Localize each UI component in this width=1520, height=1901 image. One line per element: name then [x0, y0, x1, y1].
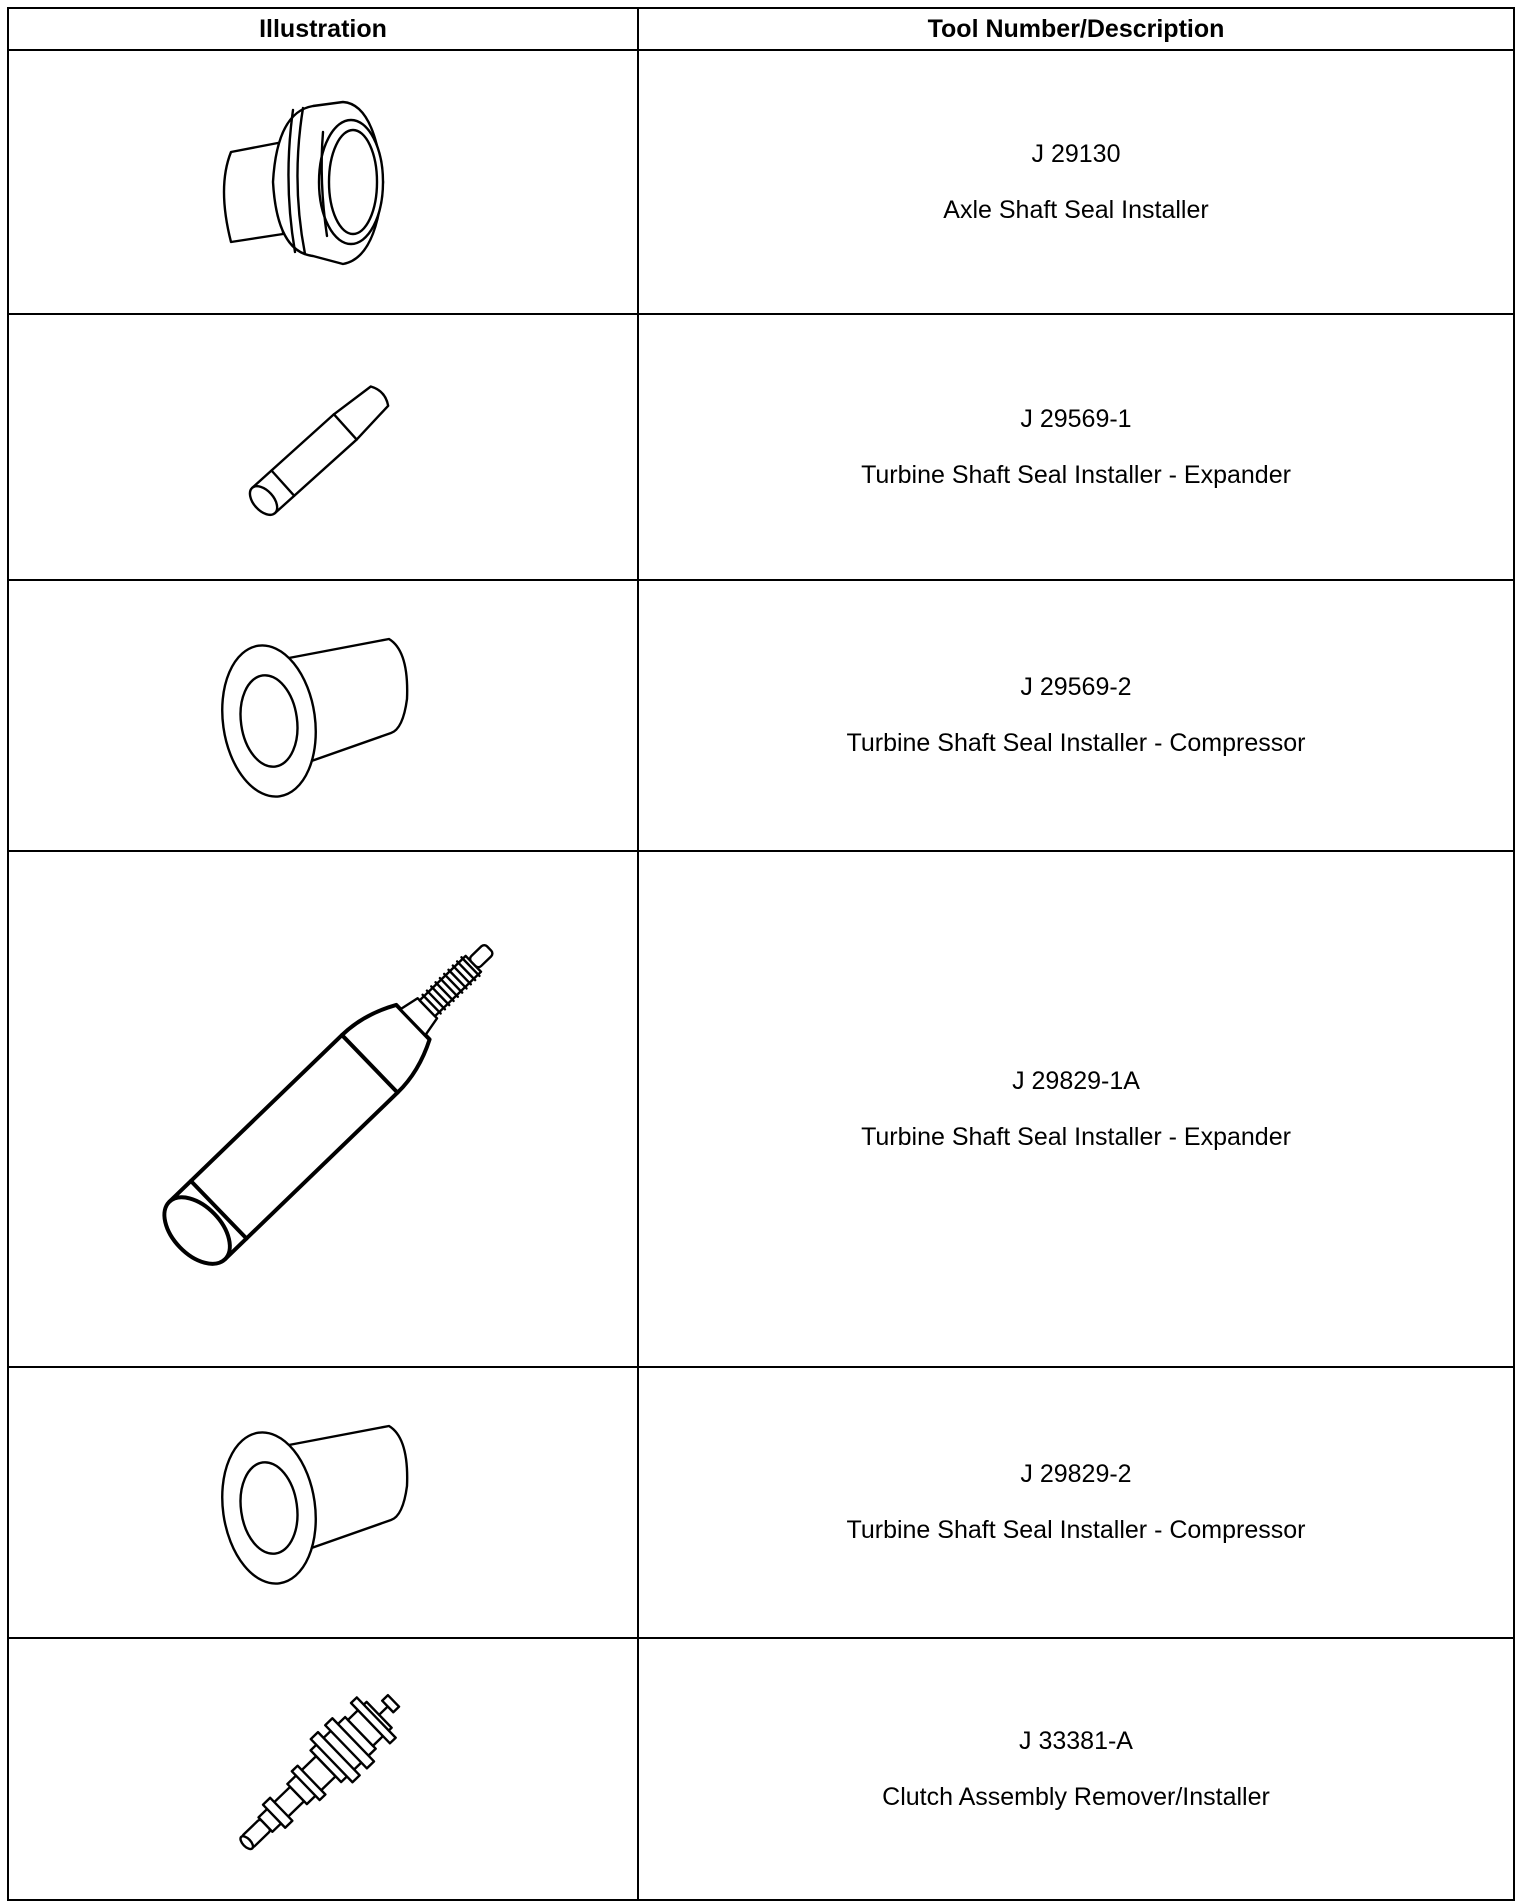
threaded-expander-icon	[88, 899, 558, 1319]
illustration-header: Illustration	[8, 8, 638, 50]
tool-cell	[638, 580, 1514, 851]
tool-number: J 29829-2	[1020, 1460, 1132, 1488]
table-row	[8, 851, 1514, 1367]
tool-cell	[638, 314, 1514, 580]
compressor-sleeve-icon	[203, 1408, 443, 1598]
tool-cell	[638, 50, 1514, 314]
table-row	[8, 50, 1514, 314]
table-row	[8, 1638, 1514, 1900]
compressor-sleeve-icon	[203, 621, 443, 811]
illustration-cell	[8, 580, 638, 851]
tool-number: J 29130	[1031, 139, 1121, 168]
table-row	[8, 1367, 1514, 1638]
tool-description: Turbine Shaft Seal Installer - Compressor	[846, 1516, 1306, 1544]
tool-description: Clutch Assembly Remover/Installer	[882, 1782, 1270, 1811]
tool-description: Axle Shaft Seal Installer	[943, 195, 1209, 224]
illustration-cell	[8, 1638, 638, 1900]
tool-description: Turbine Shaft Seal Installer - Expander	[861, 460, 1291, 489]
illustration-cell	[8, 50, 638, 314]
tool-cell	[638, 1367, 1514, 1638]
tool-number: J 33381-A	[1019, 1726, 1133, 1755]
tool-number: J 29569-1	[1020, 404, 1132, 433]
table-row	[8, 314, 1514, 580]
tool-cell	[638, 1638, 1514, 1900]
axle-shaft-seal-installer-icon	[203, 92, 443, 272]
expander-pin-icon	[203, 352, 443, 542]
illustration-cell	[8, 851, 638, 1367]
clutch-assembly-tool-icon	[203, 1669, 443, 1869]
header-row	[8, 8, 1514, 50]
illustration-cell	[8, 1367, 638, 1638]
tool-description: Turbine Shaft Seal Installer - Compressor	[846, 729, 1306, 757]
illustration-cell	[8, 314, 638, 580]
tool-header: Tool Number/Description	[638, 8, 1514, 50]
table-row	[8, 580, 1514, 851]
tool-number: J 29829-1A	[1012, 1066, 1140, 1095]
tool-cell	[638, 851, 1514, 1367]
tool-description: Turbine Shaft Seal Installer - Expander	[861, 1122, 1291, 1151]
tool-number: J 29569-2	[1020, 673, 1132, 701]
special-tools-table	[7, 7, 1515, 1901]
